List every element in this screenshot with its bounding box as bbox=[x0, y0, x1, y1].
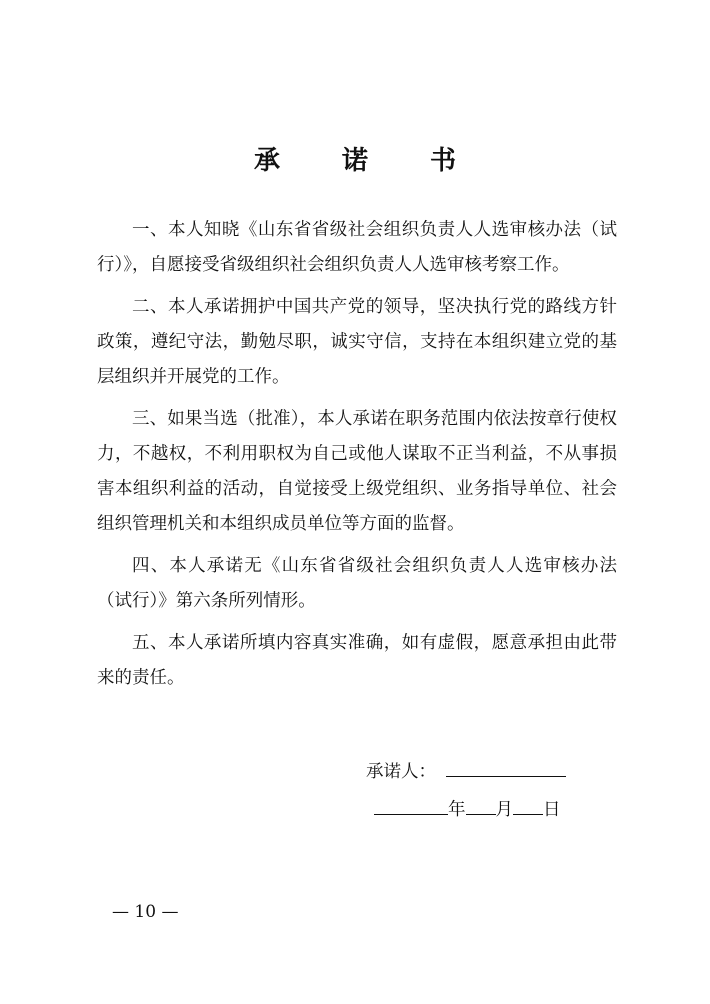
signature-label: 承诺人： bbox=[366, 762, 436, 782]
signature-blank bbox=[446, 756, 566, 777]
paragraph-4: 四、本人承诺无《山东省省级社会组织负责人人选审核办法（试行）》第六条所列情形。 bbox=[97, 556, 617, 611]
paragraph-5: 五、本人承诺所填内容真实准确，如有虚假，愿意承担由此带来的责任。 bbox=[97, 633, 617, 688]
document-title: 承 诺 书 bbox=[253, 146, 474, 176]
date-line bbox=[374, 794, 561, 821]
paragraph-3: 三、如果当选（批准），本人承诺在职务范围内依法按章行使权力，不越权，不利用职权为自己或他人谋取不正当利益，不从事损害本组织利益的活动，自觉接受上级党组织、业务指导单位、社会组织管理机关和本组织成员单位等方面的监督。 bbox=[97, 409, 617, 534]
year-blank bbox=[374, 794, 448, 815]
day-blank bbox=[513, 794, 543, 815]
signature-line bbox=[366, 756, 566, 783]
year-label: 年 bbox=[448, 800, 466, 820]
paragraph-1: 一、本人知晓《山东省省级社会组织负责人人选审核办法（试行）》，自愿接受省级组织社会组织负责人人选审核考察工作。 bbox=[97, 220, 617, 275]
page-number: — 10 — bbox=[112, 902, 179, 922]
month-label: 月 bbox=[495, 800, 513, 820]
day-label: 日 bbox=[543, 800, 561, 820]
document-body bbox=[97, 213, 617, 703]
paragraph-2: 二、本人承诺拥护中国共产党的领导，坚决执行党的路线方针政策，遵纪守法，勤勉尽职，诚实守信，支持在本组织建立党的基层组织并开展党的工作。 bbox=[97, 297, 617, 387]
month-blank bbox=[466, 794, 496, 815]
